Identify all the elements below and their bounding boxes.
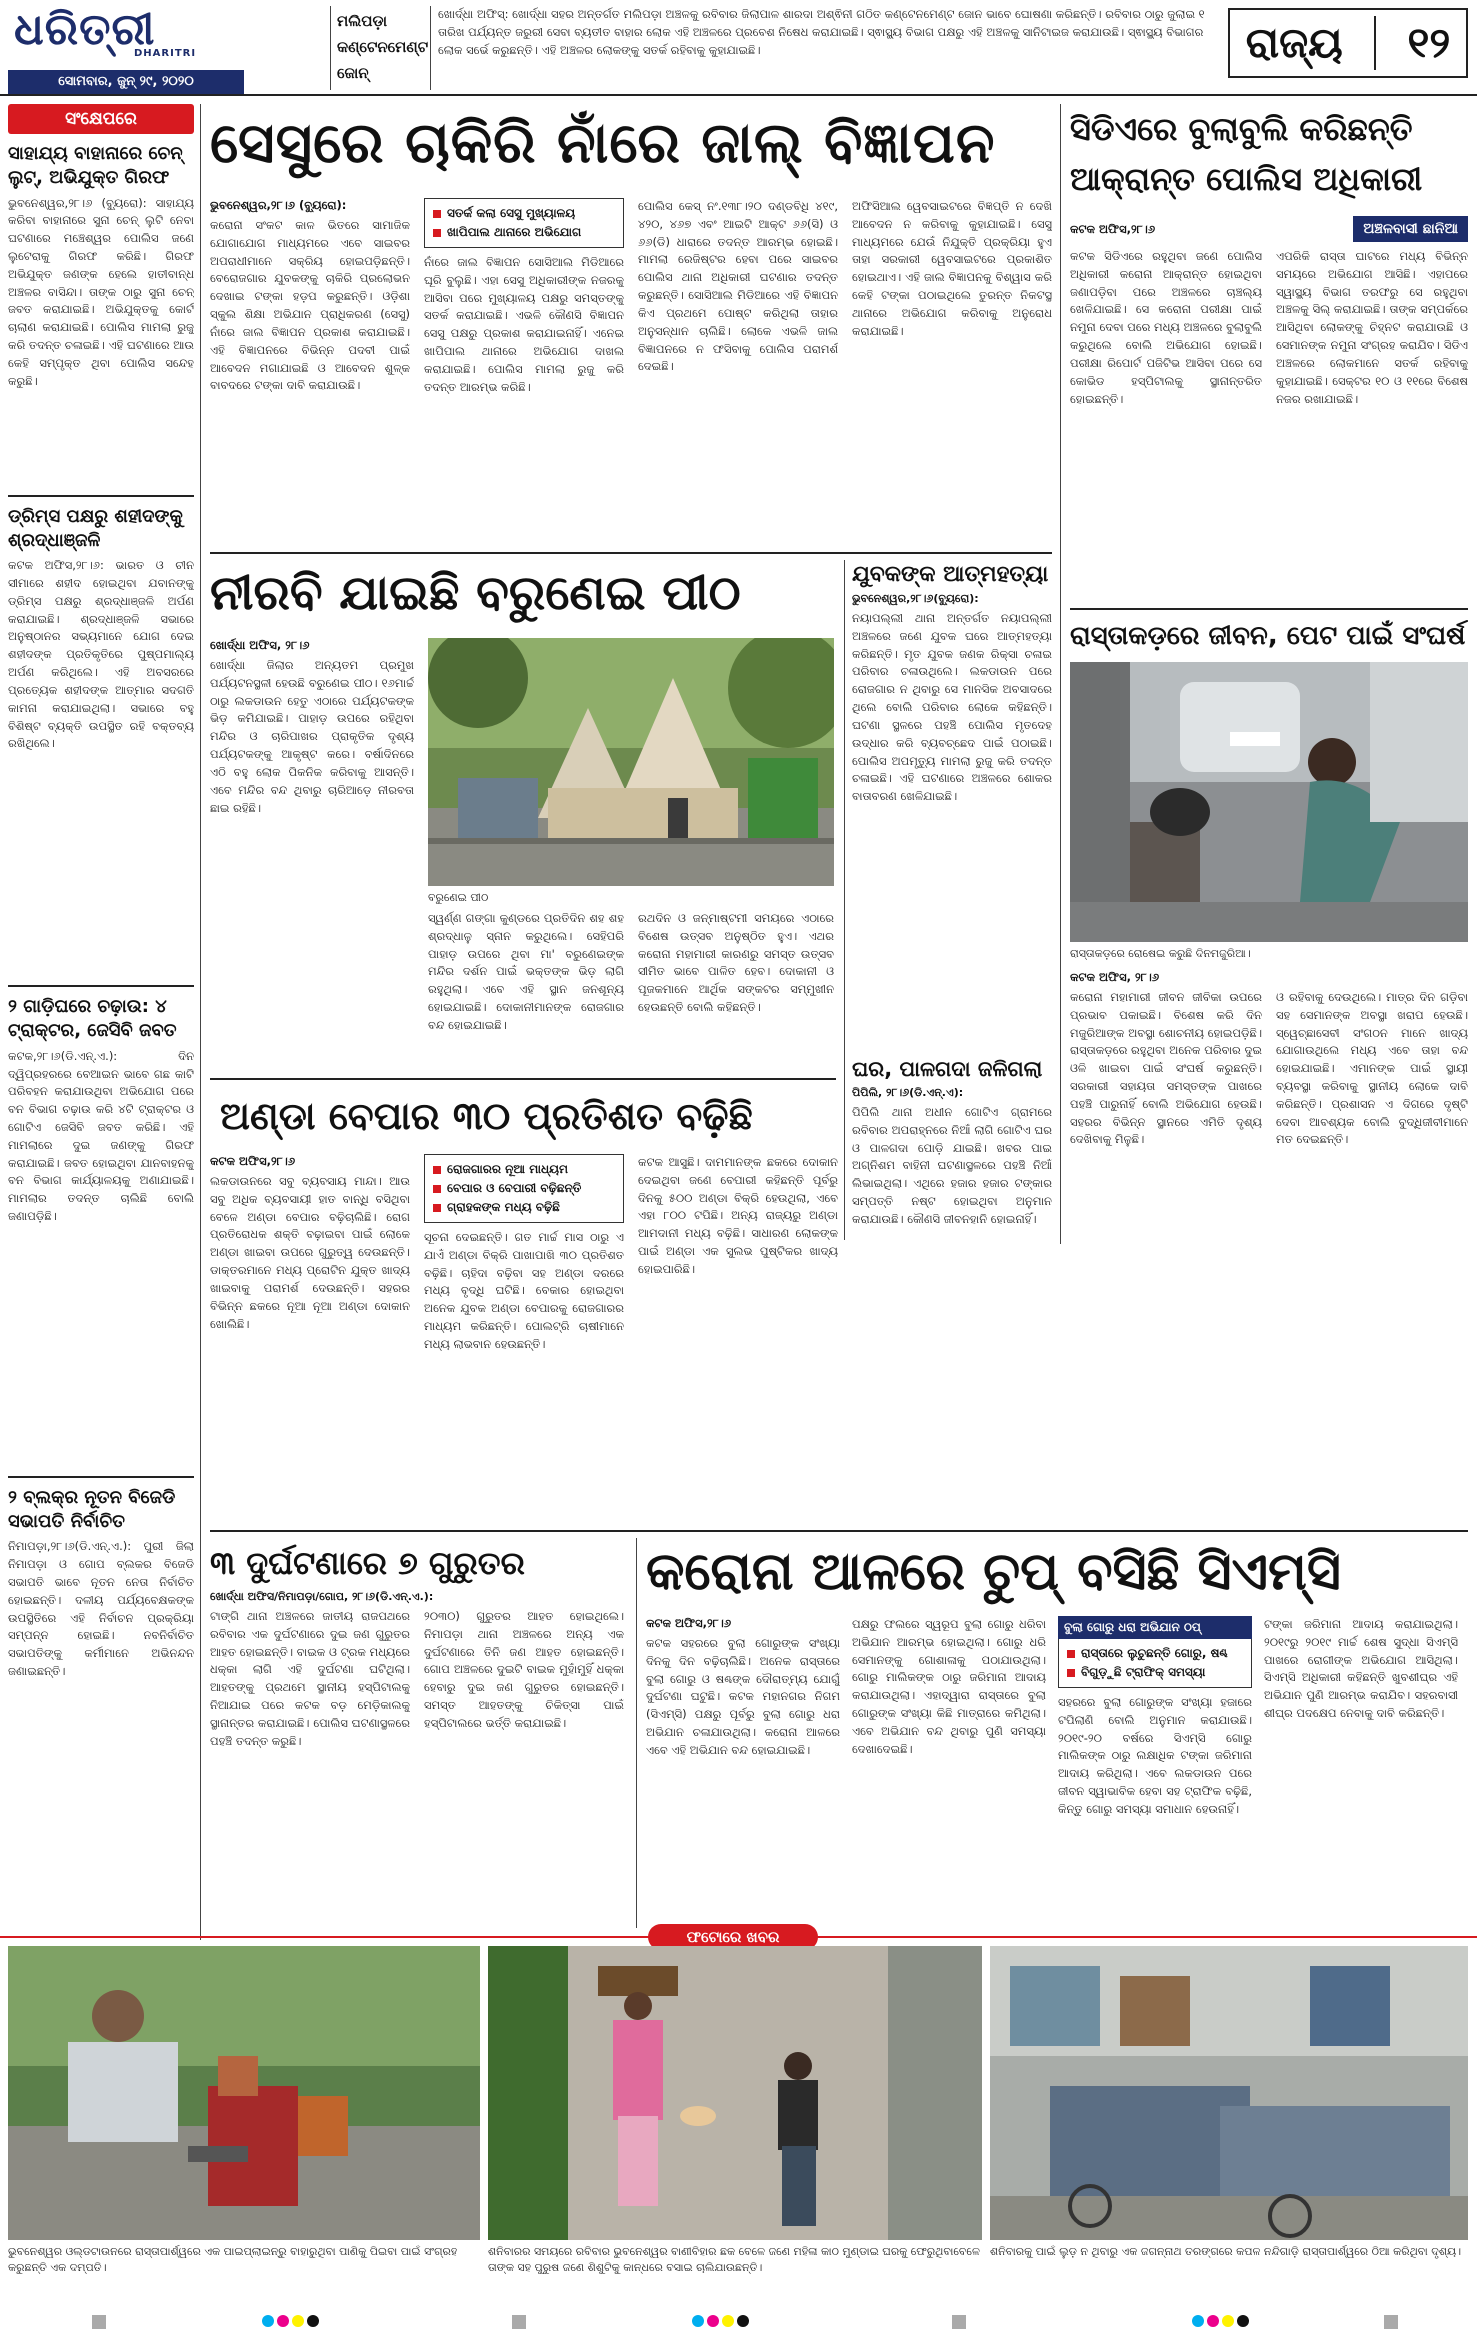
temple-image bbox=[428, 638, 834, 886]
cmc-dateline: କଟକ ଅଫିସ,୨୮।୬ bbox=[646, 1616, 732, 1630]
registration-dots bbox=[1192, 2315, 1252, 2327]
woman-carrying-wood-image bbox=[488, 1946, 982, 2240]
accident-story bbox=[210, 1538, 626, 1928]
photo-1-caption: ଭୁବନେଶ୍ୱର ଓଲ୍ଡଟାଉନରେ ରାସ୍ତାପାର୍ଶ୍ୱରେ ଏକ ପାଇପ୍‌ଲାଇନ୍‌ରୁ ବାହାରୁଥିବା ପାଣିକୁ ପିଇବା ପାଇଁ ସଂଗ୍ରହ କରୁଛନ୍ତି ଏକ ଦମ୍ପତି। bbox=[8, 2245, 458, 2274]
zone-label: ମଲିପଡ଼ା କଣ୍ଟେନମେଣ୍ଟ ଜୋନ୍ bbox=[337, 12, 429, 82]
bullet-square-icon bbox=[433, 210, 441, 218]
brief-body: କଟକ,୨୮।୬(ଡି.ଏନ୍.ଏ.): ଦିନ ଦ୍ୱିପ୍ରହରରେ ବେଆଇନ ଭାବେ ଗଛ କାଟି ପରିବହନ କରାଯାଉଥିବା ଅଭିଯୋଗ ପରେ ବନ ବିଭାଗ ଚଢ଼ାଉ କରି ୪ଟି ଟ୍ରାକ୍ଟର ଓ ଗୋଟିଏ ଜେସିବି ଜବତ କରିଛି। ଏହି ମାମଲାରେ ଦୁଇ ଜଣଙ୍କୁ ଗିରଫ କରାଯାଇଛି। ଜବତ ହୋଇଥିବା ଯାନବାହନକୁ ବନ ବିଭାଗ କାର୍ଯ୍ୟାଳୟକୁ ଅଣାଯାଇଛି। ମାମଲାର ତଦନ୍ତ ଚାଲିଛି ବୋଲି ଜଣାପଡ଼ିଛି। bbox=[8, 1048, 194, 1224]
cmc-column-2: ପକ୍ଷରୁ ଫଲରେ ସ୍ୱରୂପ ବୁଲା ଗୋରୁ ଧରିବା ଅଭିଯାନ ଆରମ୍ଭ ହୋଇଥିଲା। ଗୋରୁ ଧରି ସେମାନଙ୍କୁ ଗୋଶାଳାକୁ ପଠାଯାଉଥିଲା। ଗୋରୁ ମାଲିକଙ୍କ ଠାରୁ ଜରିମାନା ଆଦାୟ କରାଯାଉଥିଲା। ଏହାଦ୍ୱାରା ରାସ୍ତାରେ ବୁଲା ଗୋରୁଙ୍କ ସଂଖ୍ୟା କିଛି ମାତ୍ରାରେ କମିଥିଲା। ଏବେ ଅଭିଯାନ ବନ୍ଦ ଥିବାରୁ ପୁଣି ସମସ୍ୟା ଦେଖାଦେଇଛି। bbox=[852, 1617, 1046, 1756]
temple-photo bbox=[428, 638, 834, 886]
brief-item-2 bbox=[8, 505, 194, 978]
rule-under-lead bbox=[210, 552, 1052, 554]
brief-item-3 bbox=[8, 995, 194, 1468]
rule-under-cda bbox=[1070, 608, 1468, 610]
rule-right-of-lead bbox=[1060, 104, 1061, 1244]
lead-headline: ସେସୁରେ ଚାକିରି ନାଁରେ ଜାଲ୍ ବିଜ୍ଞାପନ bbox=[210, 111, 996, 176]
accident-column-2: ୨୦୩୦) ଗୁରୁତର ଆହତ ହୋଇଥିଲେ। ନିମାପଡ଼ା ଥାନା ଅଞ୍ଚଳରେ ଅନ୍ୟ ଏକ ଦୁର୍ଘଟଣାରେ ତିନି ଜଣ ଆହତ ହୋଇଛନ୍ତି। ଗୋପ ଅଞ୍ଚଳରେ ଦୁଇଟି ବାଇକ ମୁହାଁମୁହିଁ ଧକ୍କା ହେବାରୁ ଦୁଇ ଜଣ ଗୁରୁତର ହୋଇଛନ୍ତି। ସମସ୍ତ ଆହତଙ୍କୁ ଚିକିତ୍ସା ପାଇଁ ହସ୍ପିଟାଲରେ ଭର୍ତ୍ତି କରାଯାଇଛି। bbox=[424, 1609, 624, 1730]
brief-body: କଟକ ଅଫିସ,୨୮।୬: ଭାରତ ଓ ଚୀନ ସୀମାରେ ଶହୀଦ ହୋଇଥିବା ଯବାନଙ୍କୁ ଡ୍ରିମ୍ସ ପକ୍ଷରୁ ଶ୍ରଦ୍ଧାଞ୍ଜଳି ଅର୍ପଣ କରାଯାଇଛି। ଶ୍ରଦ୍ଧାଞ୍ଜଳି ସଭାରେ ଅନୁଷ୍ଠାନର ସଭ୍ୟମାନେ ଯୋଗ ଦେଇ ଶହୀଦଙ୍କ ପ୍ରତିକୃତିରେ ପୁଷ୍ପମାଲ୍ୟ ଅର୍ପଣ କରିଥିଲେ। ଏହି ଅବସରରେ ପ୍ରତ୍ୟେକ ଶହୀଦଙ୍କ ଆତ୍ମାର ସଦଗତି କାମନା କରାଯାଇଥିଲା। ସଭାରେ ବହୁ ବିଶିଷ୍ଟ ବ୍ୟକ୍ତି ଉପସ୍ଥିତ ରହି ବକ୍ତବ୍ୟ ରଖିଥିଲେ। bbox=[8, 558, 194, 751]
roadside-photo bbox=[1070, 662, 1468, 942]
cmc-column-4: ଟଙ୍କା ଜରିମାନା ଆଦାୟ କରାଯାଇଥିଲା। ୨୦୧୯ରୁ ୨୦୧୯ ମାର୍ଚ୍ଚ ଶେଷ ସୁଦ୍ଧା ସିଏମ୍ସି ପାଖରେ ରୋଗୀଙ୍କ ଅଭିଯୋଗ ଆସିଥିଲା। ସିଏମ୍ସି ଅଧିକାରୀ କହିଛନ୍ତି ଖୁବଶୀଘ୍ର ଏହି ଅଭିଯାନ ପୁଣି ଆରମ୍ଭ କରାଯିବ। ସହରବାସୀ ଶୀଘ୍ର ପଦକ୍ଷେପ ନେବାକୁ ଦାବି କରିଛନ୍ତି। bbox=[1264, 1617, 1458, 1721]
lead-column-1: କରୋନା ସଂକଟ କାଳ ଭିତରେ ସାମାଜିକ ଯୋଗାଯୋଗ ମାଧ୍ୟମରେ ଏବେ ସାଇବର ଅପରାଧୀମାନେ ସକ୍ରିୟ ହୋଇପଡ଼ିଛନ୍ତି। ବେରୋଜଗାର ଯୁବକଙ୍କୁ ଚାକିରି ପ୍ରଲୋଭନ ଦେଖାଇ ଟଙ୍କା ହଡ଼ପ କରୁଛନ୍ତି। ଓଡ଼ିଶା ସ୍କୁଲ ଶିକ୍ଷା ଅଭିଯାନ ପ୍ରାଧିକରଣ (ସେସୁ) ନାଁରେ ଜାଲ ବିଜ୍ଞାପନ ପ୍ରକାଶ କରାଯାଇଛି। ଏହି ବିଜ୍ଞାପନରେ ବିଭିନ୍ନ ପଦବୀ ପାଇଁ ଆବେଦନ ମଗାଯାଇଛି ଓ ଆବେଦନ ଶୁଳ୍କ ବାବଦରେ ଟଙ୍କା ଦାବି କରାଯାଉଛି। bbox=[210, 218, 410, 393]
lead-column-3: ପୋଲିସ କେସ୍ ନଂ.୧୩୮।୨୦ ଦଣ୍ଡବିଧି ୪୧୯, ୪୨୦, ୪୬୭ ଏବଂ ଆଇଟି ଆକ୍ଟ ୬୬(ସି) ଓ ୬୬(ଡି) ଧାରାରେ ତଦନ୍ତ ଆରମ୍ଭ ହୋଇଛି। ମାମଲା ରେଜିଷ୍ଟର ହେବା ପରେ ସାଇବର ପୋଲିସ ଥାନା ଅଧିକାରୀ ଘଟଣାର ତଦନ୍ତ କରୁଛନ୍ତି। ସୋସିଆଲ ମିଡିଆରେ ଏହି ବିଜ୍ଞାପନ କିଏ ପ୍ରଥମେ ପୋଷ୍ଟ କରିଥିଲା ତାହାର ଅନୁସନ୍ଧାନ ଚାଲିଛି। ଲୋକେ ଏଭଳି ଜାଲ ବିଜ୍ଞାପନରେ ନ ଫସିବାକୁ ପୋଲିସ ପରାମର୍ଶ ଦେଇଛି। bbox=[638, 199, 838, 374]
cda-dateline: କଟକ ଅଫିସ,୨୮।୬ bbox=[1070, 221, 1156, 236]
masthead-divider-2 bbox=[430, 6, 431, 90]
registration-dot-icon bbox=[1237, 2315, 1249, 2327]
registration-dot-icon bbox=[1192, 2315, 1204, 2327]
registration-bar bbox=[0, 2315, 1477, 2331]
photo-3-caption: ଶନିବାରକୁ ପାଇଁ ଲୁଡ଼ ନ ଥିବାରୁ ଏକ ଜଗନ୍ନାଥ ତରଙ୍ଗରେ କପଳ ନନ୍ଦିଗାଡ଼ି ରାସ୍ତାପାର୍ଶ୍ୱରେ ଠିଆ କରିଥିବା ଦୃଶ୍ୟ। bbox=[990, 2245, 1462, 2258]
lead-dateline: ଭୁବନେଶ୍ୱର,୨୮।୬ (ବ୍ୟୁରୋ): bbox=[210, 198, 347, 212]
lead-column-2: ନାଁରେ ଜାଲ ବିଜ୍ଞାପନ ସୋସିଆଲ ମିଡିଆରେ ଘୂରି ବୁଲୁଛି। ଏହା ସେସୁ ଅଧିକାରୀଙ୍କ ନଜରକୁ ଆସିବା ପରେ ମୁଖ୍ୟାଳୟ ପକ୍ଷରୁ ସମସ୍ତଙ୍କୁ ସତର୍କ କରାଯାଇଛି। ଏଭଳି କୌଣସି ବିଜ୍ଞାପନ ସେସୁ ପକ୍ଷରୁ ପ୍ରକାଶ କରାଯାଇନାହିଁ। ଏନେଇ ଖାପିପାଲ ଥାନାରେ ଅଭିଯୋଗ ଦାଖଲ କରାଯାଇଛି। ପୋଲିସ ମାମଲା ରୁଜୁ କରି ତଦନ୍ତ ଆରମ୍ଭ କରିଛି। bbox=[424, 255, 624, 394]
brief-divider bbox=[8, 1476, 194, 1478]
registration-dots bbox=[692, 2315, 752, 2327]
logo-subtext: DHARITRI bbox=[134, 48, 197, 59]
registration-dot-icon bbox=[1222, 2315, 1234, 2327]
accident-dateline: ଖୋର୍ଦ୍ଧା ଅଫିସ/ନିମାପଡ଼ା/ଗୋପ, ୨୮।୬(ଡି.ଏନ୍.ଏ.): bbox=[210, 1590, 434, 1603]
egg-story bbox=[210, 1086, 1052, 1526]
temple-column-1: ଖୋର୍ଦ୍ଧା ଜିଲାର ଅନ୍ୟତମ ପ୍ରମୁଖ ପର୍ଯ୍ୟଟନସ୍ଥଳୀ ହେଉଛି ବରୁଣେଇ ପୀଠ। ୧୬ମାର୍ଚ୍ଚ ଠାରୁ ଲକଡାଉନ ହେତୁ ଏଠାରେ ପର୍ଯ୍ୟଟକଙ୍କ ଭିଡ଼ କମିଯାଇଛି। ପାହାଡ଼ ଉପରେ ରହିଥିବା ମନ୍ଦିର ଓ ଚାରିପାଖର ପ୍ରାକୃତିକ ଦୃଶ୍ୟ ପର୍ଯ୍ୟଟକଙ୍କୁ ଆକୃଷ୍ଟ କରେ। ବର୍ଷାଦିନରେ ଏଠି ବହୁ ଲୋକ ପିକନିକ କରିବାକୁ ଆସନ୍ତି। ଏବେ ମନ୍ଦିର ବନ୍ଦ ଥିବାରୁ ଚାରିଆଡ଼େ ନୀରବତା ଛାଇ ରହିଛି। bbox=[210, 658, 414, 815]
fire-dateline: ପିପିଲି, ୨୮।୬(ଡି.ଏନ୍.ଏ): bbox=[852, 1086, 964, 1099]
page-number: ୧୨ bbox=[1407, 18, 1451, 67]
lead-bullet-box bbox=[424, 198, 624, 248]
registration-dot-icon bbox=[737, 2315, 749, 2327]
bullet-square-icon bbox=[433, 1166, 441, 1174]
cmc-story bbox=[646, 1538, 1468, 1928]
cmc-bullet-1: ରାସ୍ତାରେ ଲୁଚୁଛନ୍ତି ଗୋରୁ, ଷଣ୍ଢ bbox=[1067, 1644, 1243, 1663]
fire-headline: ଘର, ପାଳଗଦା ଜଳିଗଲା bbox=[852, 1057, 1043, 1081]
masthead bbox=[0, 0, 1477, 96]
brief-title: ୨ ଗାଡ଼ିଘରେ ଚଢ଼ାଉ: ୪ ଟ୍ରାକ୍ଟର, ଜେସିବି ଜବତ bbox=[8, 996, 177, 1042]
bullet-square-icon bbox=[1067, 1669, 1075, 1677]
cmc-column-3: ସହରରେ ବୁଲା ଗୋରୁଙ୍କ ସଂଖ୍ୟା ହଜାରେ ଟପିଲାଣି ବୋଲି ଅନୁମାନ କରାଯାଉଛି। ୨୦୧୯-୨୦ ବର୍ଷରେ ସିଏମ୍ସି ଗୋରୁ ମାଲିକଙ୍କ ଠାରୁ ଲକ୍ଷାଧିକ ଟଙ୍କା ଜରିମାନା ଆଦାୟ କରିଥିଲା। ଏବେ ଲକଡାଉନ ପରେ ଜୀବନ ସ୍ୱାଭାବିକ ହେବା ସହ ଟ୍ରାଫିକ ବଢ଼ିଛି, କିନ୍ତୁ ଗୋରୁ ସମସ୍ୟା ସମାଧାନ ହେଉନାହିଁ। bbox=[1058, 1695, 1252, 1816]
logo bbox=[14, 4, 224, 66]
cmc-bullet-box bbox=[1058, 1639, 1252, 1688]
grey-square-icon bbox=[512, 2315, 526, 2329]
date-text: ସୋମବାର, ଜୁନ୍ ୨୯, ୨୦୨୦ bbox=[58, 74, 194, 89]
roadside-caption: ରାସ୍ତାକଡ଼ରେ ରୋଷେଇ କରୁଛି ଦିନମଜୁରିଆ। bbox=[1070, 947, 1251, 960]
rule-above-accident bbox=[210, 1530, 1468, 1532]
roadside-image bbox=[1070, 662, 1468, 942]
accident-headline: ୩ ଦୁର୍ଘଟଣାରେ ୭ ଗୁରୁତର bbox=[210, 1544, 525, 1582]
bullet-square-icon bbox=[433, 1204, 441, 1212]
registration-dot-icon bbox=[307, 2315, 319, 2327]
accident-column-1: ଟାଙ୍ଗି ଥାନା ଅଞ୍ଚଳରେ ଜାତୀୟ ରାଜପଥରେ ରବିବାର ଏକ ଦୁର୍ଘଟଣାରେ ଦୁଇ ଜଣ ଗୁରୁତର ଆହତ ହୋଇଛନ୍ତି। ବାଇକ ଓ ଟ୍ରକ ମଧ୍ୟରେ ଧକ୍କା ଲାଗି ଏହି ଦୁର୍ଘଟଣା ଘଟିଥିଲା। ଆହତଙ୍କୁ ପ୍ରଥମେ ସ୍ଥାନୀୟ ହସ୍ପିଟାଲକୁ ନିଆଯାଇ ପରେ କଟକ ବଡ଼ ମେଡ଼ିକାଲକୁ ସ୍ଥାନାନ୍ତର କରାଯାଇଛି। ପୋଲିସ ଘଟଣାସ୍ଥଳରେ ପହଞ୍ଚି ତଦନ୍ତ କରୁଛି। bbox=[210, 1609, 410, 1748]
brief-item-1 bbox=[8, 142, 194, 487]
registration-dot-icon bbox=[277, 2315, 289, 2327]
cmc-badge: ବୁଲା ଗୋରୁ ଧରା ଅଭିଯାନ ଠପ୍ bbox=[1058, 1616, 1252, 1639]
brief-item-4 bbox=[8, 1486, 194, 1759]
rule-right-of-accident bbox=[636, 1538, 637, 1928]
bullet-square-icon bbox=[433, 1185, 441, 1193]
grey-square-icon bbox=[1384, 2315, 1398, 2329]
masthead-divider bbox=[330, 6, 331, 90]
section-divider bbox=[1374, 16, 1376, 70]
cmc-headline: କରୋନା ଆଳରେ ଚୁପ୍ ବସିଛି ସିଏମ୍ସି bbox=[646, 1542, 1341, 1602]
temple-column-3: ରଥଦିନ ଓ ଜନ୍ମାଷ୍ଟମୀ ସମୟରେ ଏଠାରେ ବିଶେଷ ଉତ୍ସବ ଅନୁଷ୍ଠିତ ହୁଏ। ଏଥର କରୋନା ମହାମାରୀ କାରଣରୁ ସମସ୍ତ ଉତ୍ସବ ସୀମିତ ଭାବେ ପାଳିତ ହେବ। ଦୋକାନୀ ଓ ପୂଜକମାନେ ଆର୍ଥିକ ସଙ୍କଟର ସମ୍ମୁଖୀନ ହେଉଛନ୍ତି ବୋଲି କହିଛନ୍ତି। bbox=[638, 911, 834, 1015]
section-name: ରାଜ୍ୟ bbox=[1245, 18, 1343, 67]
cmc-column-1: କଟକ ସହରରେ ବୁଲା ଗୋରୁଙ୍କ ସଂଖ୍ୟା ଦିନକୁ ଦିନ ବଢ଼ିଚାଲିଛି। ଅନେକ ରାସ୍ତାରେ ବୁଲା ଗୋରୁ ଓ ଷଣ୍ଢଙ୍କ ଦୌରାତ୍ମ୍ୟ ଯୋଗୁଁ ଦୁର୍ଘଟଣା ଘଟୁଛି। କଟକ ମହାନଗର ନିଗମ (ସିଏମ୍ସି) ପକ୍ଷରୁ ପୂର୍ବରୁ ବୁଲା ଗୋରୁ ଧରା ଅଭିଯାନ ଚଳାଯାଉଥିଲା। କରୋନା ଆଳରେ ଏବେ ଏହି ଅଭିଯାନ ବନ୍ଦ ହୋଇଯାଇଛି। bbox=[646, 1636, 840, 1757]
registration-dot-icon bbox=[1207, 2315, 1219, 2327]
grey-square-icon bbox=[92, 2315, 106, 2329]
cda-column-2: ଏପରିକି ରାସ୍ତା ଘାଟରେ ମଧ୍ୟ ବିଭିନ୍ନ ସମୟରେ ଅଭିଯୋଗ ଆସିଛି। ଏହାପରେ ସ୍ୱାସ୍ଥ୍ୟ ବିଭାଗ ତରଫରୁ ସେ ରହୁଥିବା ଅଞ୍ଚଳକୁ ସିଲ୍ କରାଯାଇଛି। ତାଙ୍କ ସମ୍ପର୍କରେ ଆସିଥିବା ଲୋକଙ୍କୁ ଚିହ୍ନଟ କରାଯାଉଛି ଓ ସେମାନଙ୍କ ନମୁନା ସଂଗ୍ରହ କରାଯିବ। ସିଡିଏ ଅଞ୍ଚଳରେ ଲୋକମାନେ ସତର୍କ ରହିବାକୁ କୁହାଯାଇଛି। ସେକ୍ଟର ୧୦ ଓ ୧୧ରେ ବିଶେଷ ନଜର ରଖାଯାଇଛି। bbox=[1276, 249, 1468, 406]
bullet-square-icon bbox=[433, 229, 441, 237]
brief-title: ଡ୍ରିମ୍ସ ପକ୍ଷରୁ ଶହୀଦଙ୍କୁ ଶ୍ରଦ୍ଧାଞ୍ଜଳି bbox=[8, 505, 183, 551]
lead-bullet-2: ଖାପିପାଲ ଥାନାରେ ଅଭିଯୋଗ bbox=[433, 223, 615, 242]
lead-column-4: ଅଫିସିଆଲ ୱେବସାଇଟରେ ବିଜ୍ଞପ୍ତି ନ ଦେଖି ଆବେଦନ ନ କରିବାକୁ କୁହାଯାଇଛି। ସେସୁ ମାଧ୍ୟମରେ ଯେଉଁ ନିଯୁକ୍ତି ପ୍ରକ୍ରିୟା ହୁଏ ତାହା ସରକାରୀ ୱେବସାଇଟରେ ପ୍ରକାଶିତ ହୋଇଥାଏ। ଏହି ଜାଲ ବିଜ୍ଞାପନକୁ ବିଶ୍ୱାସ କରି କେହି ଟଙ୍କା ପଠାଇଥିଲେ ତୁରନ୍ତ ନିକଟସ୍ଥ ଥାନାରେ ଅଭିଯୋଗ କରିବାକୁ ଅନୁରୋଧ କରାଯାଇଛି। bbox=[852, 199, 1052, 338]
egg-bullet-box bbox=[424, 1154, 624, 1223]
registration-dot-icon bbox=[722, 2315, 734, 2327]
photo-news-label: ଫଟୋରେ ଖବର bbox=[648, 1924, 818, 1950]
lead-story bbox=[210, 104, 1052, 544]
registration-dots bbox=[262, 2315, 322, 2327]
brief-divider bbox=[8, 985, 194, 987]
suicide-body: ନୟାପଲ୍ଲୀ ଥାନା ଅନ୍ତର୍ଗତ ନୟାପଲ୍ଲୀ ଅଞ୍ଚଳରେ ଜଣେ ଯୁବକ ଘରେ ଆତ୍ମହତ୍ୟା କରିଛନ୍ତି। ମୃତ ଯୁବକ ଜଣକ ରିକ୍ସା ଚଳାଇ ପରିବାର ଚଳାଉଥିଲେ। ଲକଡାଉନ ପରେ ରୋଜଗାର ନ ଥିବାରୁ ସେ ମାନସିକ ଅବସାଦରେ ଥିଲେ ବୋଲି ପରିବାର ଲୋକେ କହିଛନ୍ତି। ଘଟଣା ସ୍ଥଳରେ ପହଞ୍ଚି ପୋଲିସ ମୃତଦେହ ଉଦ୍ଧାର କରି ବ୍ୟବଚ୍ଛେଦ ପାଇଁ ପଠାଇଛି। ପୋଲିସ ଅପମୃତ୍ୟୁ ମାମଲା ରୁଜୁ କରି ତଦନ୍ତ ଚଳାଇଛି। ଏହି ଘଟଣାରେ ଅଞ୍ଚଳରେ ଶୋକର ବାତାବରଣ ଖେଳିଯାଇଛି। bbox=[852, 611, 1052, 804]
section-box bbox=[1228, 8, 1468, 78]
registration-dot-icon bbox=[707, 2315, 719, 2327]
cda-story bbox=[1070, 104, 1468, 604]
suicide-headline: ଯୁବକଙ୍କ ଆତ୍ମହତ୍ୟା bbox=[852, 562, 1049, 587]
cda-badge: ଅଞ୍ଚଳବାସୀ ଛାନିଆ bbox=[1353, 216, 1468, 242]
photo-2-caption: ଶନିବାରର ସମୟରେ ରବିବାର ଭୁବନେଶ୍ୱର ବାଣୀବିହାର ଛକ ବେଳେ ଜଣେ ମହିଳା କାଠ ମୁଣ୍ଡାଇ ଘରକୁ ଫେରୁଥିବାବେଳେ ତାଙ୍କ ସହ ପୁରୁଷ ଜଣେ ଶିଶୁଟିକୁ କାନ୍ଧରେ ବସାଇ ଚାଲିଯାଉଛନ୍ତି। bbox=[488, 2245, 980, 2274]
egg-column-1: ଲକଡାଉନରେ ସବୁ ବ୍ୟବସାୟ ମାନ୍ଦା। ଆଉ ସବୁ ଅଧିକ ବ୍ୟବସାୟୀ ହାତ ବାନ୍ଧି ବସିଥିବା ବେଳେ ଅଣ୍ଡା ବେପାର ବଢ଼ିଚାଲିଛି। ରୋଗ ପ୍ରତିରୋଧକ ଶକ୍ତି ବଢ଼ାଇବା ପାଇଁ ଲୋକେ ଅଣ୍ଡା ଖାଇବା ଉପରେ ଗୁରୁତ୍ୱ ଦେଉଛନ୍ତି। ଡାକ୍ତରମାନେ ମଧ୍ୟ ପ୍ରୋଟିନ ଯୁକ୍ତ ଖାଦ୍ୟ ଖାଇବାକୁ ପରାମର୍ଶ ଦେଉଛନ୍ତି। ସହରର ବିଭିନ୍ନ ଛକରେ ନୂଆ ନୂଆ ଅଣ୍ଡା ଦୋକାନ ଖୋଲିଛି। bbox=[210, 1174, 410, 1331]
logo-text: ଧରିତ୍ରୀ bbox=[14, 4, 156, 55]
water-pipe-image bbox=[8, 1946, 480, 2240]
bullet-square-icon bbox=[1067, 1650, 1075, 1658]
registration-dot-icon bbox=[292, 2315, 304, 2327]
sidebar-rule bbox=[200, 104, 201, 1940]
roadside-dateline: କଟକ ଅଫିସ, ୨୮।୬ bbox=[1070, 969, 1160, 984]
temple-story bbox=[210, 560, 836, 1070]
registration-dot-icon bbox=[262, 2315, 274, 2327]
grey-square-icon bbox=[952, 2315, 966, 2329]
photo-2 bbox=[488, 1946, 982, 2240]
brief-body: ଭୁବନେଶ୍ୱର,୨୮।୬ (ବ୍ୟୁରୋ): ସାହାଯ୍ୟ କରିବା ବାହାନାରେ ସୁନା ଚେନ୍ ଲୁଟି ନେବା ଘଟଣାରେ ମଞ୍ଚେଶ୍ୱର ପୋଲିସ ଜଣେ ଲୁଟେରାକୁ ଗିରଫ କରିଛି। ଗିରଫ ଅଭିଯୁକ୍ତ ଜଣଙ୍କ ହେଲେ ହାତୀବାନ୍ଧ ଅଞ୍ଚଳର ବାସିନ୍ଦା। ତାଙ୍କ ଠାରୁ ସୁନା ଚେନ୍ ଜବତ କରାଯାଇଛି। ଅଭିଯୁକ୍ତକୁ କୋର୍ଟ ଚାଲାଣ କରାଯାଇଛି। ପୋଲିସ ମାମଲା ରୁଜୁ କରି ତଦନ୍ତ ଚଳାଇଛି। ଏହି ଘଟଣାରେ ଆଉ କେହି ସମ୍ପୃକ୍ତ ଥିବା ପୋଲିସ ସନ୍ଦେହ କରୁଛି। bbox=[8, 195, 194, 388]
brief-title: ସାହାଯ୍ୟ ବାହାନାରେ ଚେନ୍ ଲୁଟ୍, ଅଭିଯୁକ୍ତ ଗିରଫ bbox=[8, 143, 183, 189]
zone-text: ଖୋର୍ଦ୍ଧା ଅଫିସ୍: ଖୋର୍ଦ୍ଧା ସହର ଅନ୍ତର୍ଗତ ମଲିପଡ଼ା ଅଞ୍ଚଳକୁ ରବିବାର ଜିଲାପାଳ ଶାରଦା ଅଶ୍ଵିନୀ ଗଠିତ କଣ୍ଟେନମେଣ୍ଟ ଜୋନ ଭାବେ ଘୋଷଣା କରିଛନ୍ତି। ରବିବାର ଠାରୁ ଜୁଲାଇ ୧ ତାରିଖ ପର୍ଯ୍ୟନ୍ତ ଜରୁରୀ ସେବା ବ୍ୟତୀତ ବାହାର ଲୋକ ଏହି ଅଞ୍ଚଳରେ ପ୍ରବେଶ ନିଷେଧ କରାଯାଇଛି। ସ୍ଵାସ୍ଥ୍ୟ ବିଭାଗ ପକ୍ଷରୁ ଏହି ଅଞ୍ଚଳକୁ ସାନିଟାଇଜ କରାଯାଉଛି। ସ୍ଵାସ୍ଥ୍ୟ ବିଭାଗର ଲୋକ ସର୍ଭେ କରୁଛନ୍ତି। ଏହି ଅଞ୍ଚଳର ଲୋକଙ୍କୁ ସତର୍କ ରହିବାକୁ କୁହାଯାଇଛି। bbox=[438, 7, 1205, 57]
temple-column-2: ସ୍ୱର୍ଣ୍ଣ ଗଙ୍ଗା କୁଣ୍ଡରେ ପ୍ରତିଦିନ ଶହ ଶହ ଶ୍ରଦ୍ଧାଳୁ ସ୍ନାନ କରୁଥିଲେ। ସେହିପରି ପାହାଡ଼ ଉପରେ ଥିବା ମା' ବରୁଣେଇଙ୍କ ମନ୍ଦିର ଦର୍ଶନ ପାଇଁ ଭକ୍ତଙ୍କ ଭିଡ଼ ଲାଗି ରହୁଥିଲା। ଏବେ ଏହି ସ୍ଥାନ ଜନଶୂନ୍ୟ ହୋଇଯାଇଛି। ଦୋକାନୀମାନଙ୍କ ରୋଜଗାର ବନ୍ଦ ହୋଇଯାଇଛି। bbox=[428, 911, 624, 1032]
registration-dot-icon bbox=[692, 2315, 704, 2327]
egg-bullet-1: ରୋଜଗାରର ନୂଆ ମାଧ୍ୟମ bbox=[433, 1160, 615, 1179]
roadside-headline: ରାସ୍ତାକଡ଼ରେ ଜୀବନ, ପେଟ ପାଇଁ ସଂଘର୍ଷ bbox=[1070, 621, 1466, 651]
lead-bullet-1: ସତର୍କ କଲା ସେସୁ ମୁଖ୍ୟାଳୟ bbox=[433, 204, 615, 223]
egg-dateline: କଟକ ଅଫିସ,୨୮।୬ bbox=[210, 1154, 296, 1168]
temple-dateline: ଖୋର୍ଦ୍ଧା ଅଫିସ, ୨୮।୬ bbox=[210, 638, 310, 652]
egg-bullet-2: ବେପାର ଓ ବେପାରୀ ବଢ଼ିଛନ୍ତି bbox=[433, 1179, 615, 1198]
photo-1 bbox=[8, 1946, 480, 2240]
suicide-dateline: ଭୁବନେଶ୍ୱର,୨୮।୬(ବ୍ୟୁରୋ): bbox=[852, 592, 979, 605]
brief-divider bbox=[8, 495, 194, 497]
fire-body: ପିପିଲି ଥାନା ଅଧୀନ ଗୋଟିଏ ଗ୍ରାମରେ ରବିବାର ଅପରାହ୍ନରେ ନିଆଁ ଲାଗି ଗୋଟିଏ ଘର ଓ ପାଳଗଦା ପୋଡ଼ି ଯାଇଛି। ଖବର ପାଇ ଅଗ୍ନିଶମ ବାହିନୀ ଘଟଣାସ୍ଥଳରେ ପହଞ୍ଚି ନିଆଁ ଲିଭାଇଥିଲା। ଏଥିରେ ହଜାର ହଜାର ଟଙ୍କାର ସମ୍ପତ୍ତି ନଷ୍ଟ ହୋଇଥିବା ଅନୁମାନ କରାଯାଉଛି। କୌଣସି ଜୀବନହାନି ହୋଇନାହିଁ। bbox=[852, 1105, 1052, 1226]
photo-3 bbox=[990, 1946, 1468, 2240]
egg-column-3: କଟକ ଆସୁଛି। ଦାମମାନଙ୍କ ଛକରେ ଦୋକାନ ଦେଇଥିବା ଜଣେ ବେପାରୀ କହିଛନ୍ତି ପୂର୍ବରୁ ଦିନକୁ ୫୦୦ ଅଣ୍ଡା ବିକ୍ରି ହେଉଥିଲା, ଏବେ ଏହା ୮୦୦ ଟପିଛି। ଅନ୍ୟ ରାଜ୍ୟରୁ ଅଣ୍ଡା ଆମଦାନୀ ମଧ୍ୟ ବଢ଼ିଛି। ସାଧାରଣ ଲୋକଙ୍କ ପାଇଁ ଅଣ୍ଡା ଏକ ସୁଲଭ ପୁଷ୍ଟିକର ଖାଦ୍ୟ ହୋଇପାରିଛି। bbox=[638, 1155, 838, 1276]
roadside-column-2: ଓ ରହିବାକୁ ଦେଉଥିଲେ। ମାତ୍ର ଦିନ ଗଡ଼ିବା ସହ ସେମାନଙ୍କ ଅବସ୍ଥା ଖରାପ ହେଉଛି। ସ୍ୱେଚ୍ଛାସେବୀ ସଂଗଠନ ମାନେ ଖାଦ୍ୟ ଯୋଗାଉଥିଲେ ମଧ୍ୟ ଏବେ ତାହା ବନ୍ଦ ହୋଇଯାଇଛି। ଏମାନଙ୍କ ପାଇଁ ସ୍ଥାୟୀ ବ୍ୟବସ୍ଥା କରିବାକୁ ସ୍ଥାନୀୟ ଲୋକେ ଦାବି କରିଛନ୍ତି। ପ୍ରଶାସନ ଏ ଦିଗରେ ଦୃଷ୍ଟି ଦେବା ଆବଶ୍ୟକ ବୋଲି ବୁଦ୍ଧିଜୀବୀମାନେ ମତ ଦେଇଛନ୍ତି। bbox=[1276, 989, 1468, 1147]
egg-column-2: ସୂଚନା ଦେଇଛନ୍ତି। ଗତ ମାର୍ଚ୍ଚ ମାସ ଠାରୁ ଏ ଯାଏଁ ଅଣ୍ଡା ବିକ୍ରି ପାଖାପାଖି ୩୦ ପ୍ରତିଶତ ବଢ଼ିଛି। ଚାହିଦା ବଢ଼ିବା ସହ ଅଣ୍ଡା ଦରରେ ମଧ୍ୟ ବୃଦ୍ଧି ଘଟିଛି। ବେକାର ହୋଇଥିବା ଅନେକ ଯୁବକ ଅଣ୍ଡା ବେପାରକୁ ରୋଜଗାରର ମାଧ୍ୟମ କରିଛନ୍ତି। ପୋଲଟ୍ରି ଚାଷୀମାନେ ମଧ୍ୟ ଲାଭବାନ ହେଉଛନ୍ତି। bbox=[424, 1230, 624, 1351]
sidebar-heading: ସଂକ୍ଷେପରେ bbox=[8, 104, 194, 134]
sidebar bbox=[8, 104, 194, 1932]
date-bar bbox=[8, 70, 244, 94]
cmc-bullet-2: ବିଗୁଡ଼ୁଛି ଟ୍ରାଫିକ୍ ସମସ୍ୟା bbox=[1067, 1663, 1243, 1682]
temple-caption: ବରୁଣେଇ ପୀଠ bbox=[428, 891, 489, 904]
roadside-column-1: କରୋନା ମହାମାରୀ ଜୀବନ ଜୀବିକା ଉପରେ ପ୍ରଭାବ ପକାଇଛି। ବିଶେଷ କରି ଦିନ ମଜୁରିଆଙ୍କ ଅବସ୍ଥା ଶୋଚନୀୟ ହୋଇପଡ଼ିଛି। ରାସ୍ତାକଡ଼ରେ ରହୁଥିବା ଅନେକ ପରିବାର ଦୁଇ ଓଳି ଖାଇବା ପାଇଁ ସଂଘର୍ଷ କରୁଛନ୍ତି। ସରକାରୀ ସହାୟତା ସମସ୍ତଙ୍କ ପାଖରେ ପହଞ୍ଚି ପାରୁନାହିଁ ବୋଲି ଅଭିଯୋଗ ହେଉଛି। ସହରର ବିଭିନ୍ନ ସ୍ଥାନରେ ଏମିତି ଦୃଶ୍ୟ ଦେଖିବାକୁ ମିଳୁଛି। bbox=[1070, 989, 1262, 1147]
cda-headline: ସିଡିଏରେ ବୁଲାବୁଲି କରିଛନ୍ତି ଆକ୍ରାନ୍ତ ପୋଲିସ ଅଧିକାରୀ bbox=[1070, 110, 1423, 198]
egg-headline: ଅଣ୍ଡା ବେପାର ୩୦ ପ୍ରତିଶତ ବଢ଼ିଛି bbox=[220, 1094, 753, 1138]
egg-bullet-3: ଗ୍ରାହକଙ୍କ ମଧ୍ୟ ବଢ଼ିଛି bbox=[433, 1198, 615, 1217]
temple-headline: ନୀରବି ଯାଇଛି ବରୁଣେଇ ପୀଠ bbox=[210, 565, 741, 621]
rule-above-eggs bbox=[210, 1078, 836, 1080]
parked-rickshaws-image bbox=[990, 1946, 1468, 2240]
masthead-rule bbox=[0, 94, 1477, 96]
brief-body: ନିମାପଡ଼ା,୨୮।୬(ଡି.ଏନ୍.ଏ.): ପୁରୀ ଜିଲା ନିମାପଡ଼ା ଓ ଗୋପ ବ୍ଲକର ବିଜେଡି ସଭାପତି ଭାବେ ନୂତନ ନେତା ନିର୍ବାଚିତ ହୋଇଛନ୍ତି। ଦଳୀୟ ପର୍ଯ୍ୟବେକ୍ଷକଙ୍କ ଉପସ୍ଥିତିରେ ଏହି ନିର୍ବାଚନ ପ୍ରକ୍ରିୟା ସମ୍ପନ୍ନ ହୋଇଛି। ନବନିର୍ବାଚିତ ସଭାପତିଙ୍କୁ କର୍ମୀମାନେ ଅଭିନନ୍ଦନ ଜଣାଇଛନ୍ତି। bbox=[8, 1539, 194, 1679]
brief-title: ୨ ବ୍ଲକ୍ର ନୂତନ ବିଜେଡି ସଭାପତି ନିର୍ବାଚିତ bbox=[8, 1486, 176, 1533]
cda-column-1: କଟକ ସିଡିଏରେ ରହୁଥିବା ଜଣେ ପୋଲିସ ଅଧିକାରୀ କରୋନା ଆକ୍ରାନ୍ତ ହୋଇଥିବା ଜଣାପଡ଼ିବା ପରେ ଅଞ୍ଚଳରେ ଚାଞ୍ଚଲ୍ୟ ଖେଳିଯାଇଛି। ସେ କରୋନା ପରୀକ୍ଷା ପାଇଁ ନମୁନା ଦେବା ପରେ ମଧ୍ୟ ଅଞ୍ଚଳରେ ବୁଲାବୁଲି କରୁଥିଲେ ବୋଲି ଅଭିଯୋଗ ହୋଇଛି। ପରୀକ୍ଷା ରିପୋର୍ଟ ପଜିଟିଭ ଆସିବା ପରେ ସେ କୋଭିଡ ହସ୍ପିଟାଲକୁ ସ୍ଥାନାନ୍ତରିତ ହୋଇଛନ୍ତି। bbox=[1070, 249, 1262, 406]
